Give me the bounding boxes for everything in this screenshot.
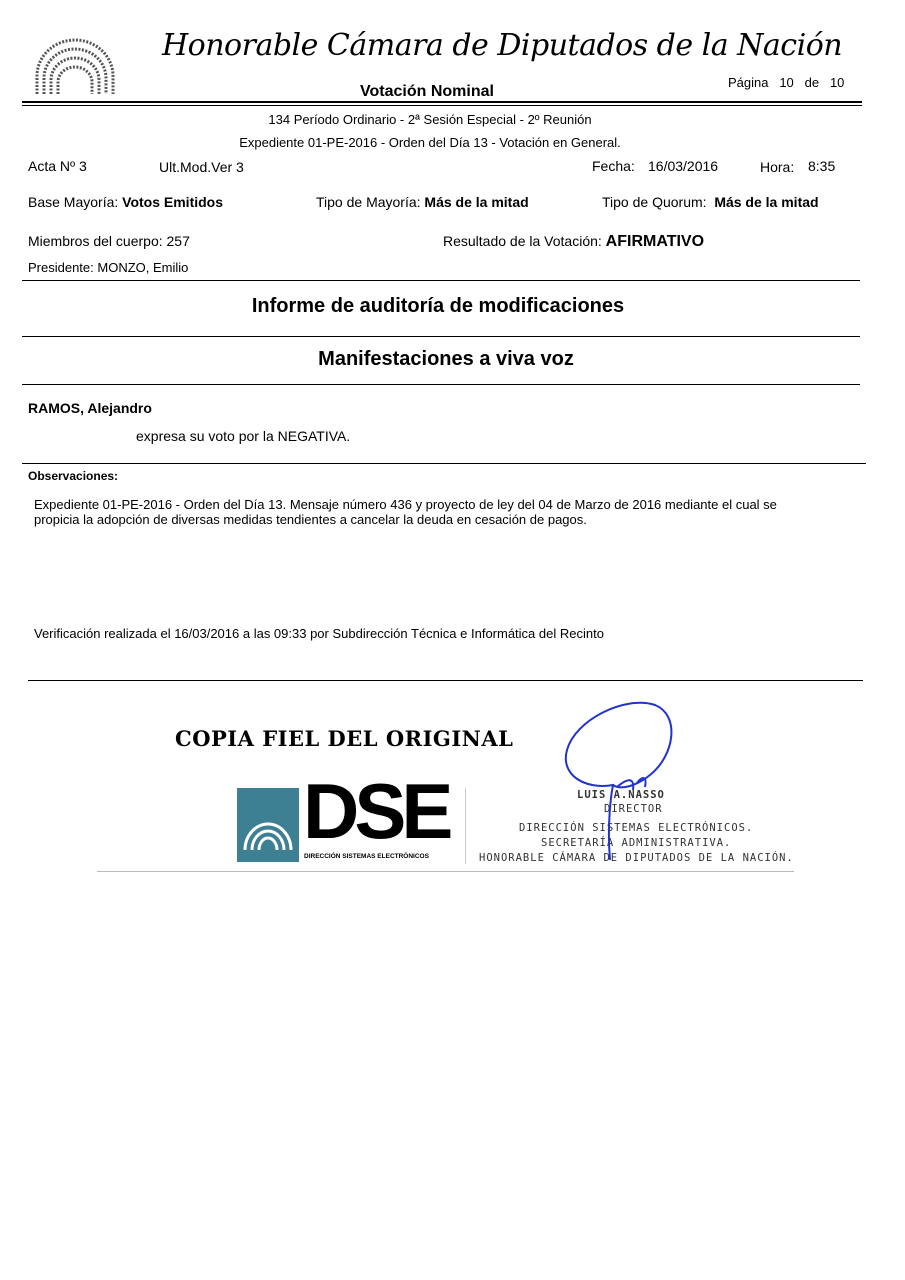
manifestacion-name: RAMOS, Alejandro — [28, 400, 152, 416]
tipo-quorum — [602, 194, 819, 210]
page-of: de — [804, 75, 820, 90]
verificacion: Verificación realizada el 16/03/2016 a las 09:33 por Subdirección Técnica e Informática del Recinto — [34, 626, 604, 641]
divider — [465, 788, 466, 864]
stamp-line: DIRECCIÓN SISTEMAS ELECTRÓNICOS. — [519, 822, 754, 834]
hora-label: Hora: — [760, 159, 795, 175]
divider — [22, 101, 862, 103]
tipo-quorum-label: Tipo de Quorum: — [602, 194, 707, 210]
section-auditoria: Informe de auditoría de modificaciones — [251, 295, 625, 317]
dse-logo: DSE — [303, 767, 449, 855]
doc-type: Votación Nominal — [360, 83, 494, 100]
resultado-label: Resultado de la Votación: — [443, 233, 602, 249]
stamp-line: HONORABLE CÁMARA DE DIPUTADOS DE LA NACIÓN. — [479, 852, 794, 864]
base-label: Base Mayoría: — [28, 194, 119, 210]
manifestacion-text: expresa su voto por la NEGATIVA. — [136, 428, 351, 444]
fecha-label: Fecha: — [592, 158, 635, 174]
observaciones-line: propicia la adopción de diversas medidas tendientes a cancelar la deuda en cesación de pagos. — [34, 512, 587, 527]
signer-role: DIRECTOR — [604, 803, 663, 815]
copia-fiel-stamp: COPIA FIEL DEL ORIGINAL — [175, 726, 514, 751]
signer-name: LUIS A.NASSO — [577, 789, 665, 801]
stamp-line: SECRETARÍA ADMINISTRATIVA. — [541, 837, 732, 849]
signature — [555, 695, 695, 865]
fecha: 16/03/2016 — [648, 158, 719, 174]
page-current: 10 — [779, 75, 794, 90]
section-manifestaciones: Manifestaciones a viva voz — [318, 348, 574, 370]
page-indicator — [728, 75, 844, 90]
acta: Acta Nº 3 — [28, 158, 87, 174]
divider — [28, 680, 863, 681]
tipo-mayoria-label: Tipo de Mayoría: — [316, 194, 421, 210]
institution-title: Honorable Cámara de Diputados de la Nación — [162, 28, 843, 63]
presidente: Presidente: MONZO, Emilio — [28, 260, 189, 275]
observaciones-line: Expediente 01-PE-2016 - Orden del Día 13. Mensaje número 436 y proyecto de ley del 04 de Marzo de 2016 mediante el cual se — [34, 497, 777, 512]
page-label: Página — [728, 75, 769, 90]
divider — [97, 871, 794, 872]
base-mayoria — [28, 194, 223, 210]
base-value: Votos Emitidos — [122, 194, 224, 210]
divider — [22, 384, 860, 385]
expediente-line: Expediente 01-PE-2016 - Orden del Día 13 - Votación en General. — [239, 135, 621, 150]
dse-logo-icon — [237, 788, 299, 862]
divider — [22, 280, 860, 281]
resultado — [443, 233, 704, 251]
page-total: 10 — [829, 75, 845, 90]
hora: 8:35 — [808, 158, 836, 174]
session-line: 134 Período Ordinario - 2ª Sesión Especial - 2º Reunión — [268, 112, 592, 127]
dse-logo-subtitle: DIRECCIÓN SISTEMAS ELECTRÓNICOS — [304, 853, 429, 860]
divider — [22, 336, 860, 337]
divider — [22, 463, 866, 464]
tipo-mayoria — [316, 194, 529, 210]
miembros: Miembros del cuerpo: 257 — [28, 233, 190, 249]
ult-mod: Ult.Mod.Ver 3 — [159, 159, 244, 175]
observaciones-label: Observaciones: — [28, 469, 119, 483]
divider — [22, 105, 862, 106]
resultado-value: AFIRMATIVO — [605, 233, 705, 250]
tipo-mayoria-value: Más de la mitad — [424, 194, 529, 210]
chamber-logo-icon — [33, 36, 117, 96]
tipo-quorum-value: Más de la mitad — [714, 194, 819, 210]
